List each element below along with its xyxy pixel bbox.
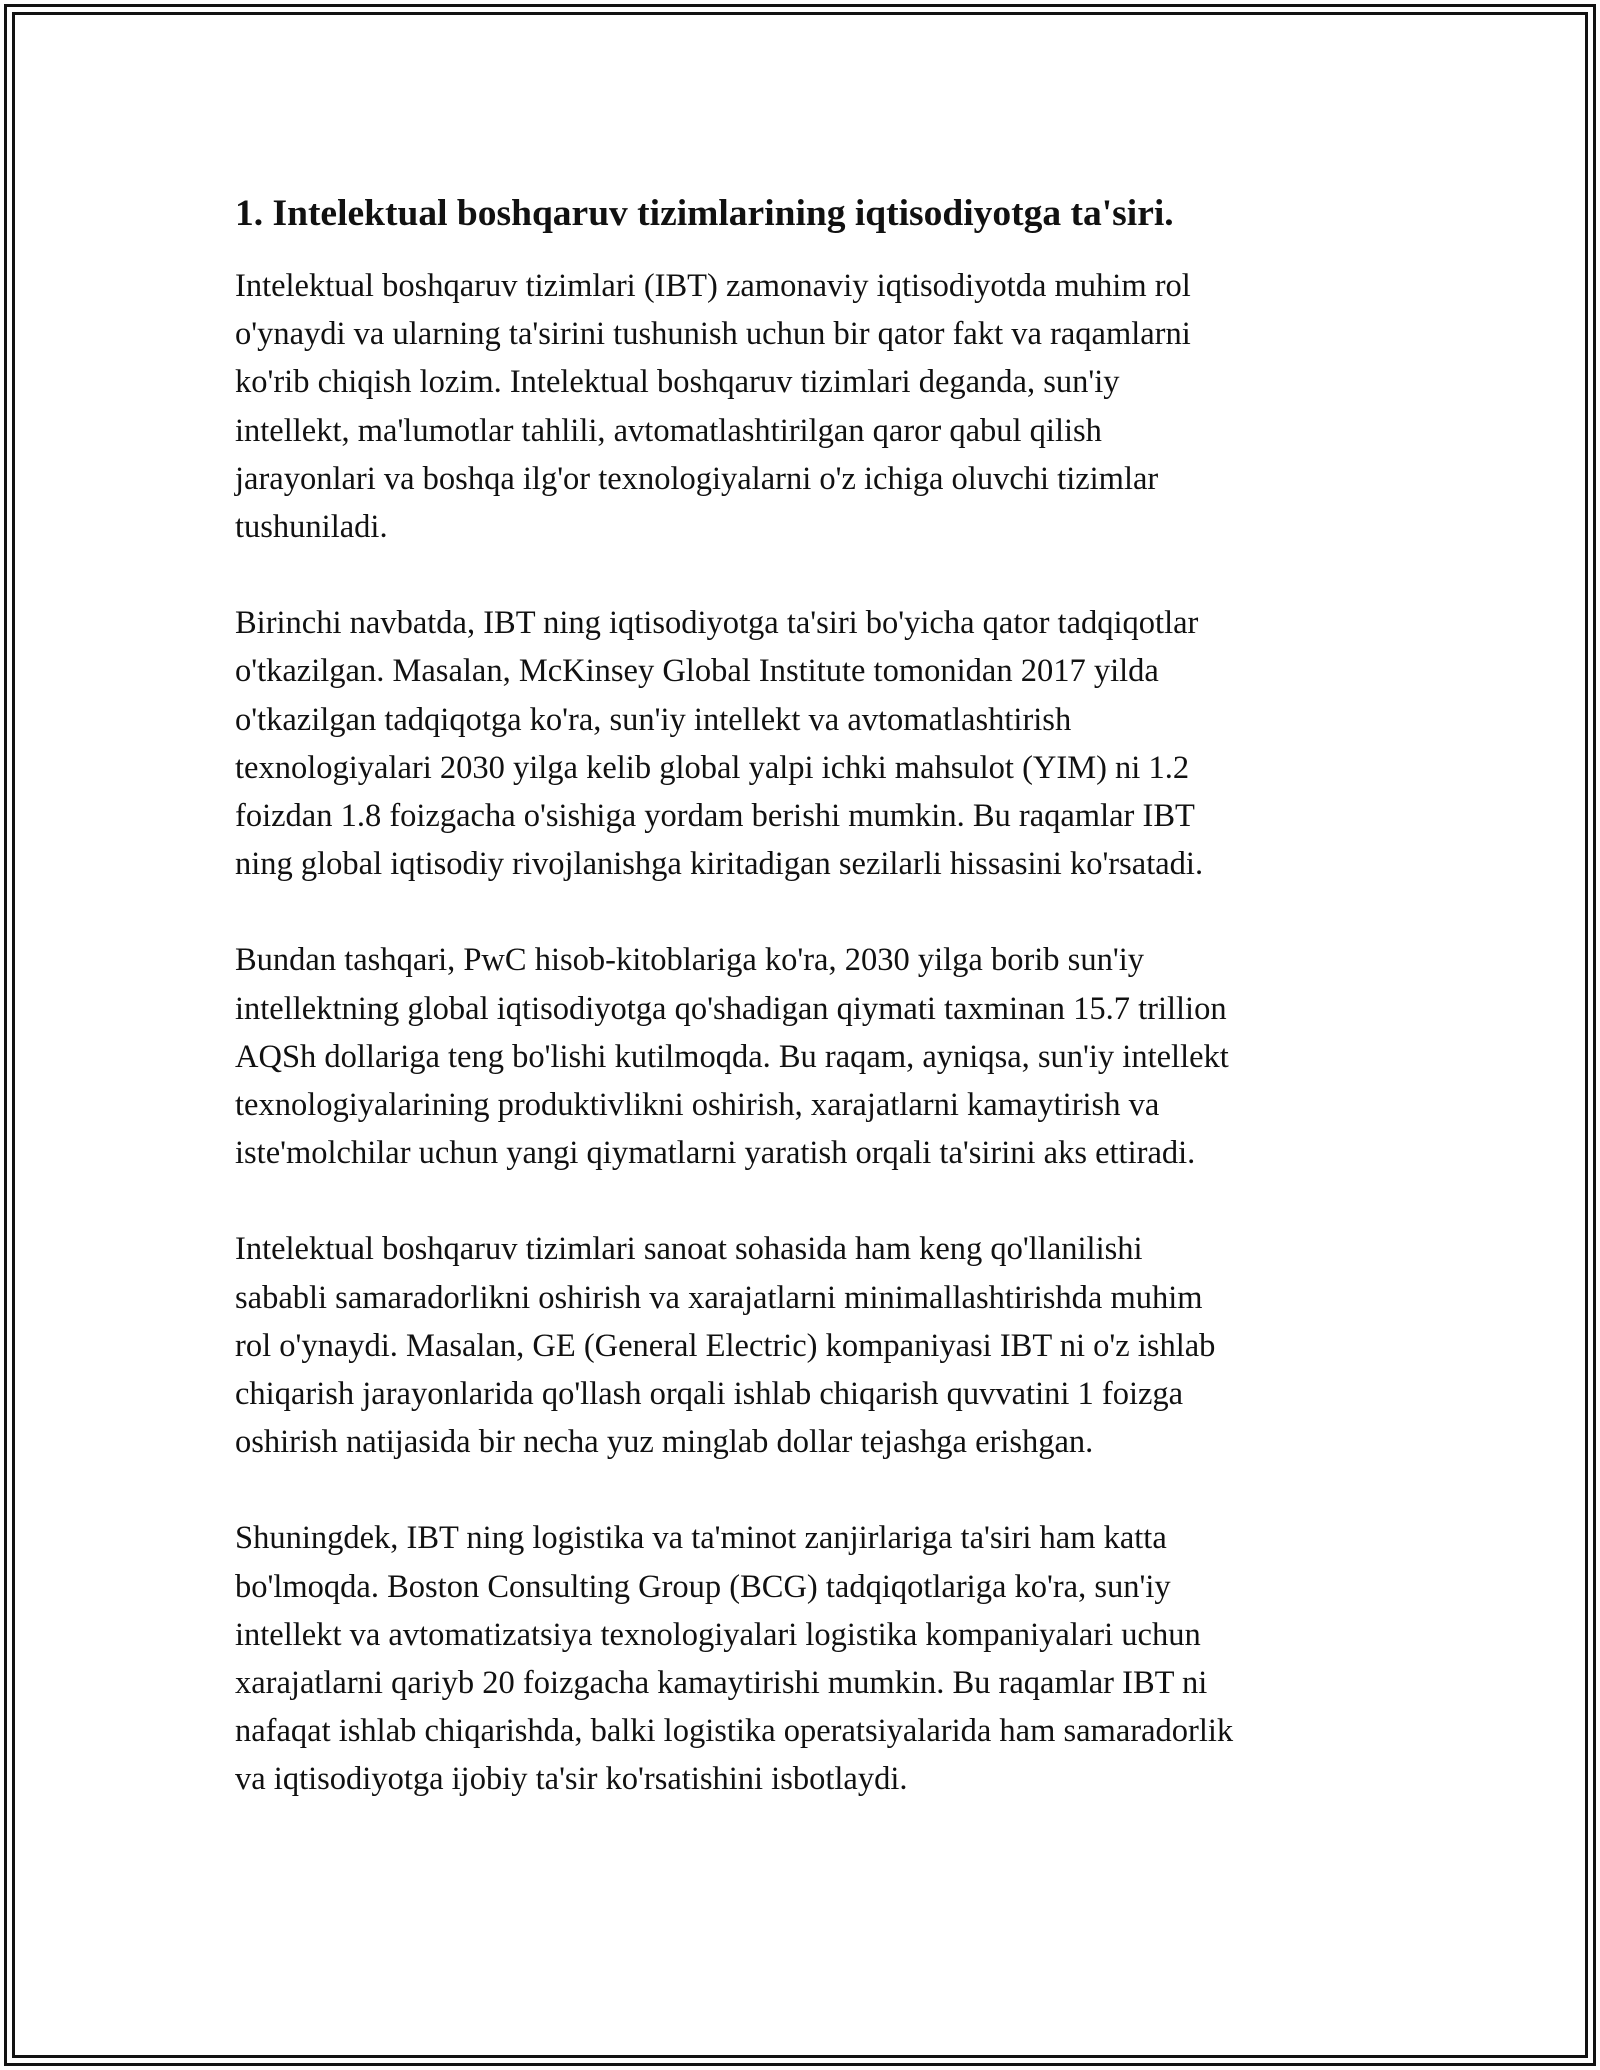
paragraph-logistics xyxy=(235,1514,1375,1803)
text-line: o'tkazilgan. Masalan, McKinsey Global Institute tomonidan 2017 yilda xyxy=(235,653,1159,690)
text-line: Bundan tashqari, PwC hisob-kitoblariga ko'ra, 2030 yilga borib sun'iy xyxy=(235,942,1144,979)
text-line: o'ynaydi va ularning ta'sirini tushunish uchun bir qator fakt va raqamlarni xyxy=(235,316,1191,353)
text-line: texnologiyalari 2030 yilga kelib global yalpi ichki mahsulot (YIM) ni 1.2 xyxy=(235,749,1190,786)
text-line: sababli samaradorlikni oshirish va xarajatlarni minimallashtirishda muhim xyxy=(235,1279,1203,1316)
text-line: intellekt va avtomatizatsiya texnologiyalari logistika kompaniyalari uchun xyxy=(235,1616,1201,1653)
text-line: ko'rib chiqish lozim. Intelektual boshqaruv tizimlari deganda, sun'iy xyxy=(235,364,1120,401)
text-line: foizdan 1.8 foizgacha o'sishiga yordam berishi mumkin. Bu raqamlar IBT xyxy=(235,798,1195,835)
text-line: texnologiyalarining produktivlikni oshirish, xarajatlarni kamaytirish va xyxy=(235,1087,1160,1124)
text-line: va iqtisodiyotga ijobiy ta'sir ko'rsatishini isbotlaydi. xyxy=(235,1761,908,1798)
text-line: intellektning global iqtisodiyotga qo'shadigan qiymati taxminan 15.7 trillion xyxy=(235,990,1227,1027)
paragraph-pwc xyxy=(235,936,1375,1177)
document-body xyxy=(235,186,1375,1852)
text-line: iste'molchilar uchun yangi qiymatlarni yaratish orqali ta'sirini aks ettiradi. xyxy=(235,1135,1196,1172)
text-line: rol o'ynaydi. Masalan, GE (General Electric) kompaniyasi IBT ni o'z ishlab xyxy=(235,1327,1216,1364)
text-line: Intelektual boshqaruv tizimlari (IBT) zamonaviy iqtisodiyotda muhim rol xyxy=(235,268,1191,304)
text-line: nafaqat ishlab chiqarishda, balki logistika operatsiyalarida ham samaradorlik xyxy=(235,1713,1234,1750)
text-line: bo'lmoqda. Boston Consulting Group (BCG) tadqiqotlariga ko'ra, sun'iy xyxy=(235,1568,1171,1605)
text-line: Shuningdek, IBT ning logistika va ta'minot zanjirlariga ta'siri ham katta xyxy=(235,1520,1167,1557)
text-line: Intelektual boshqaruv tizimlari sanoat sohasida ham keng qo'llanilishi xyxy=(235,1231,1143,1268)
paragraph-mckinsey xyxy=(235,599,1375,888)
text-line: ning global iqtisodiy rivojlanishga kiritadigan sezilarli hissasini ko'rsatadi. xyxy=(235,846,1204,883)
text-line: AQSh dollariga teng bo'lishi kutilmoqda. Bu raqam, ayniqsa, sun'iy intellekt xyxy=(235,1038,1229,1075)
text-line: chiqarish jarayonlarida qo'llash orqali ishlab chiqarish quvvatini 1 foizga xyxy=(235,1376,1184,1413)
text-line: Birinchi navbatda, IBT ning iqtisodiyotga ta'siri bo'yicha qator tadqiqotlar xyxy=(235,605,1199,642)
text-line: jarayonlari va boshqa ilg'or texnologiyalarni o'z ichiga oluvchi tizimlar xyxy=(235,460,1159,497)
paragraph-industry xyxy=(235,1225,1375,1466)
section-heading: 1. Intelektual boshqaruv tizimlarining iqtisodiyotga ta'siri. xyxy=(235,193,1174,234)
text-line: xarajatlarni qariyb 20 foizgacha kamaytirishi mumkin. Bu raqamlar IBT ni xyxy=(235,1665,1208,1702)
text-line: oshirish natijasida bir necha yuz minglab dollar tejashga erishgan. xyxy=(235,1424,1094,1461)
text-line: o'tkazilgan tadqiqotga ko'ra, sun'iy intellekt va avtomatlashtirish xyxy=(235,701,1072,738)
text-line: intellekt, ma'lumotlar tahlili, avtomatlashtirilgan qaror qabul qilish xyxy=(235,412,1102,449)
paragraph-intro xyxy=(235,262,1375,551)
text-line: tushuniladi. xyxy=(235,509,388,546)
